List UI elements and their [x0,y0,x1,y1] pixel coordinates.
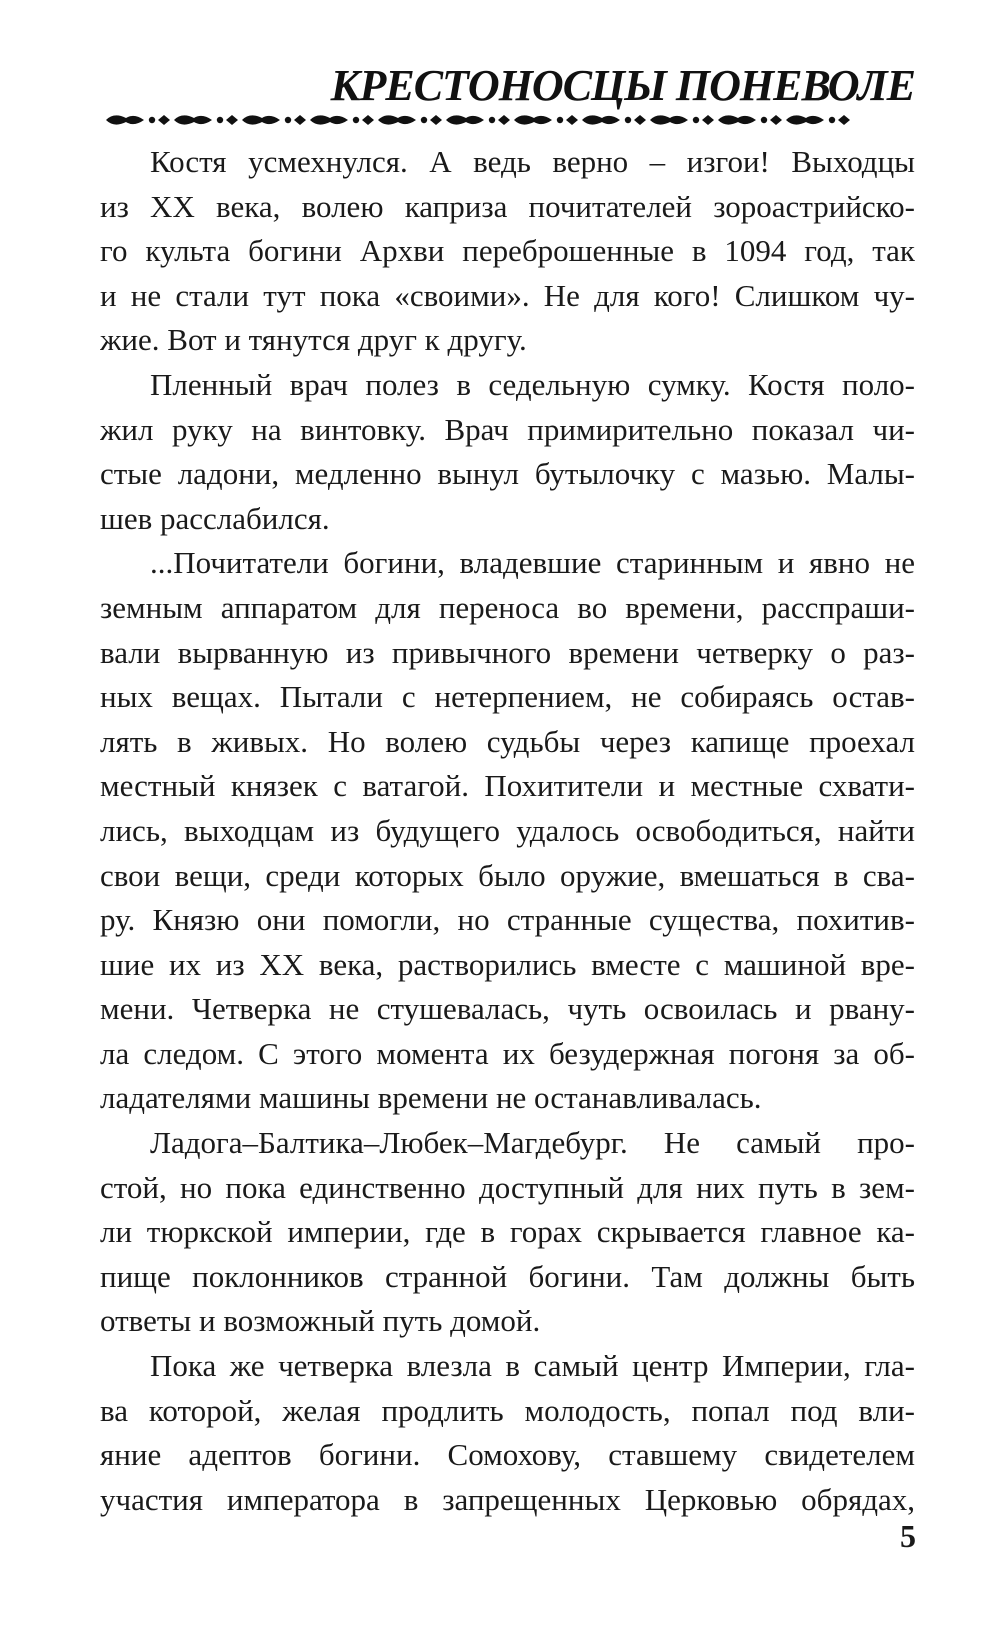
text-line: ла следом. С этого момента их безудержная погоня за об- [100,1035,915,1071]
ornament-bead [761,117,767,123]
text-line: ных вещах. Пытали с нетерпением, не собираясь остав- [100,679,915,715]
ornament-bead [217,117,223,123]
ornament-leaf [718,115,756,124]
ornament-bead [557,117,563,123]
text-line: ру. Князю они помогли, но странные существа, похитив- [100,902,915,938]
paragraph [100,363,915,541]
text-line: и не стали тут пока «своими». Не для кого! Слишком чу- [100,277,915,313]
ornament-leaf [650,115,688,124]
text-line: пище поклонников странной богини. Там должны быть [100,1258,915,1294]
ornament-diamond [838,115,850,125]
text-line: жие. Вот и тянутся друг к другу. [100,322,527,358]
paragraph [100,541,915,1121]
ornament-leaf [446,115,484,124]
text-line: ...Почитатели богини, владевшие старинным и явно не [150,545,915,581]
text-line: лять в живых. Но волею судьбы через капище проехал [100,723,915,759]
ornament-leaf [174,115,212,124]
paragraph [100,140,915,363]
ornament-diamond [294,115,306,125]
ornament-bead [489,117,495,123]
text-line: го культа богини Архви переброшенные в 1094 год, так [100,233,915,269]
text-line: лись, выходцам из будущего удалось освободиться, найти [100,812,915,848]
running-title: КРЕСТОНОСЦЫ ПОНЕВОЛЕ [330,61,915,110]
ornament-diamond [362,115,374,125]
ornament-diamond [634,115,646,125]
ornament-diamond [158,115,170,125]
ornament-bead [285,117,291,123]
text-line: стые ладони, медленно вынул бутылочку с мазью. Малы- [100,456,915,492]
ornament-diamond [770,115,782,125]
text-line: свои вещи, среди которых было оружие, вмешаться в сва- [100,857,915,893]
text-line: местный князек с ватагой. Похитители и местные схвати- [100,768,915,804]
text-line: земным аппаратом для переноса во времени, расспраши- [100,589,915,625]
text-line: шев расслабился. [100,500,330,536]
text-line: ва которой, желая продлить молодость, попал под вли- [100,1392,915,1428]
decorative-ornament-rule [104,110,916,130]
text-line: участия императора в запрещенных Церковью обрядах, [100,1481,915,1517]
ornament-leaf [582,115,620,124]
ornament-leaf [378,115,416,124]
body-text [100,140,915,1522]
ornament-bead [829,117,835,123]
text-line: мени. Четверка не стушевалась, чуть освоилась и рвану- [100,991,915,1027]
ornament-diamond [498,115,510,125]
text-line: стой, но пока единственно доступный для них путь в зем- [100,1169,915,1205]
ornament-bead [149,117,155,123]
ornament-diamond [226,115,238,125]
ornament-bead [693,117,699,123]
text-line: Ладога–Балтика–Любек–Магдебург. Не самый про- [150,1125,915,1161]
ornament-leaf [786,115,824,124]
text-line: ладателями машины времени не останавливалась. [100,1080,762,1116]
text-line: шие их из XX века, растворились вместе с машиной вре- [100,946,915,982]
text-line: Пленный врач полез в седельную сумку. Костя поло- [150,366,915,402]
ornament-leaf [310,115,348,124]
ornament-leaf [242,115,280,124]
page-number: 5 [900,1518,916,1554]
ornament-diamond [566,115,578,125]
text-line: яние адептов богини. Сомохову, ставшему свидетелем [100,1437,915,1473]
paragraph [100,1121,915,1344]
text-line: Пока же четверка влезла в самый центр Империи, гла- [150,1348,915,1384]
ornament-diamond [702,115,714,125]
ornament-diamond [430,115,442,125]
text-line: ответы и возможный путь домой. [100,1303,541,1339]
ornament-bead [625,117,631,123]
text-line: жил руку на винтовку. Врач примирительно показал чи- [100,411,915,447]
paragraph [100,1344,915,1522]
ornament-bead [421,117,427,123]
ornament-leaf [106,115,144,124]
ornament-bead [353,117,359,123]
text-line: из XX века, волею каприза почитателей зороастрийско- [100,188,915,224]
text-line: ли тюркской империи, где в горах скрывается главное ка- [100,1214,915,1250]
text-line: вали вырванную из привычного времени четверку о раз- [100,634,915,670]
text-line: Костя усмехнулся. А ведь верно – изгои! Выходцы [150,144,915,179]
running-header [100,62,915,110]
ornament-leaf [514,115,552,124]
